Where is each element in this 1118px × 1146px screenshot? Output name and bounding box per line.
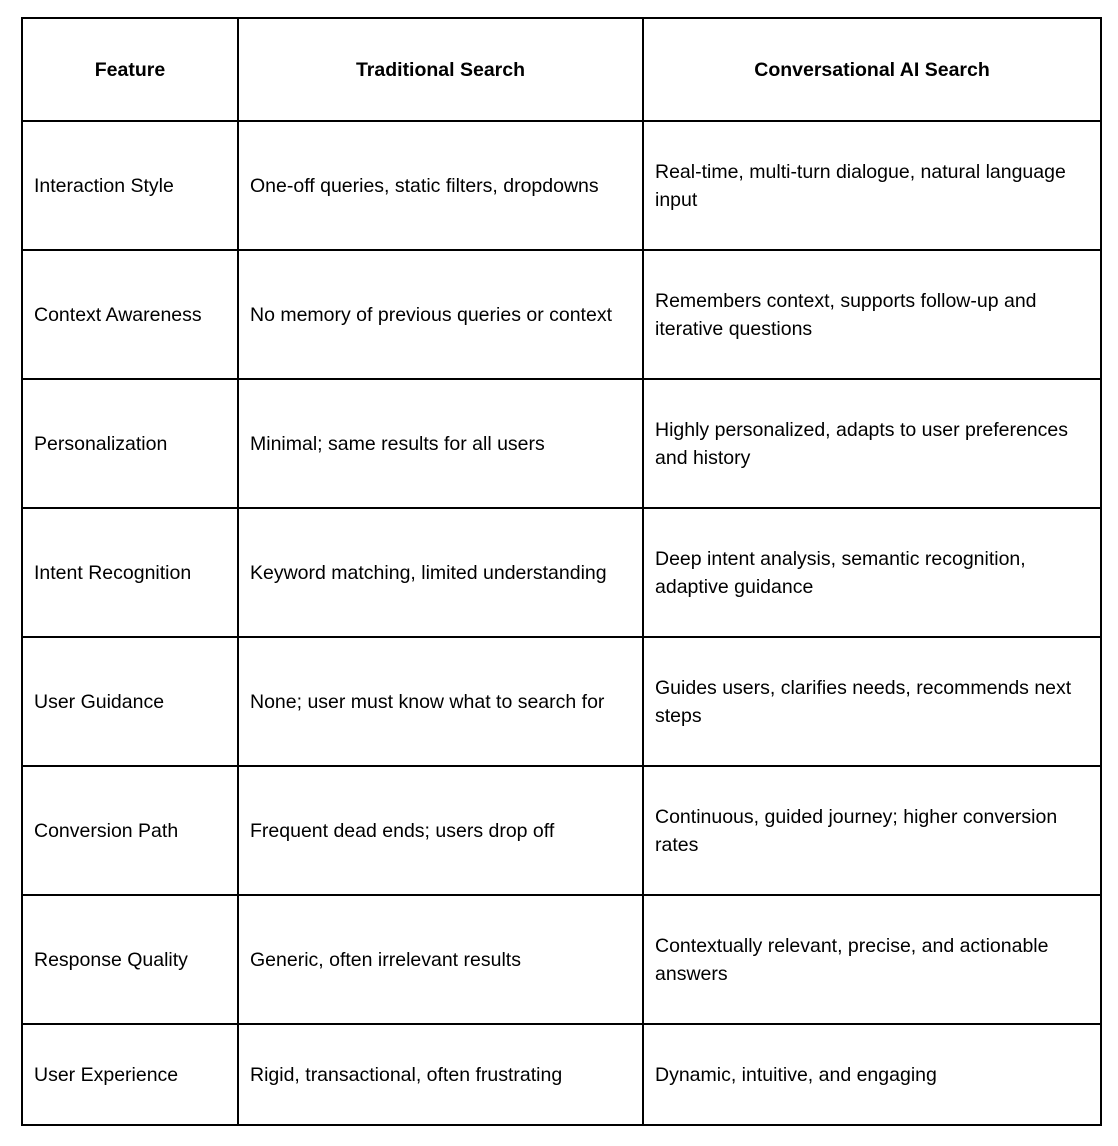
- feature-cell: Intent Recognition: [22, 508, 238, 637]
- conversational-cell: Guides users, clarifies needs, recommends next steps: [643, 637, 1101, 766]
- header-traditional-search: Traditional Search: [238, 18, 643, 121]
- conversational-cell: Highly personalized, adapts to user preferences and history: [643, 379, 1101, 508]
- traditional-cell: Generic, often irrelevant results: [238, 895, 643, 1024]
- table-row: [22, 508, 1101, 637]
- table-header-row: [22, 18, 1101, 121]
- conversational-cell: Dynamic, intuitive, and engaging: [643, 1024, 1101, 1125]
- conversational-cell: Real-time, multi-turn dialogue, natural language input: [643, 121, 1101, 250]
- traditional-cell: Keyword matching, limited understanding: [238, 508, 643, 637]
- table-row: [22, 121, 1101, 250]
- table-row: [22, 379, 1101, 508]
- conversational-cell: Deep intent analysis, semantic recognition, adaptive guidance: [643, 508, 1101, 637]
- table-row: [22, 766, 1101, 895]
- table-row: [22, 637, 1101, 766]
- table-row: [22, 895, 1101, 1024]
- feature-cell: Personalization: [22, 379, 238, 508]
- table-row: [22, 1024, 1101, 1125]
- feature-cell: User Experience: [22, 1024, 238, 1125]
- traditional-cell: No memory of previous queries or context: [238, 250, 643, 379]
- traditional-cell: Minimal; same results for all users: [238, 379, 643, 508]
- conversational-cell: Remembers context, supports follow-up and iterative questions: [643, 250, 1101, 379]
- feature-cell: User Guidance: [22, 637, 238, 766]
- traditional-cell: One-off queries, static filters, dropdowns: [238, 121, 643, 250]
- traditional-cell: None; user must know what to search for: [238, 637, 643, 766]
- feature-cell: Conversion Path: [22, 766, 238, 895]
- header-conversational-ai-search: Conversational AI Search: [643, 18, 1101, 121]
- header-feature: Feature: [22, 18, 238, 121]
- conversational-cell: Contextually relevant, precise, and actionable answers: [643, 895, 1101, 1024]
- traditional-cell: Frequent dead ends; users drop off: [238, 766, 643, 895]
- feature-cell: Context Awareness: [22, 250, 238, 379]
- table-row: [22, 250, 1101, 379]
- feature-cell: Interaction Style: [22, 121, 238, 250]
- feature-cell: Response Quality: [22, 895, 238, 1024]
- traditional-cell: Rigid, transactional, often frustrating: [238, 1024, 643, 1125]
- conversational-cell: Continuous, guided journey; higher conversion rates: [643, 766, 1101, 895]
- comparison-table: [21, 17, 1102, 1126]
